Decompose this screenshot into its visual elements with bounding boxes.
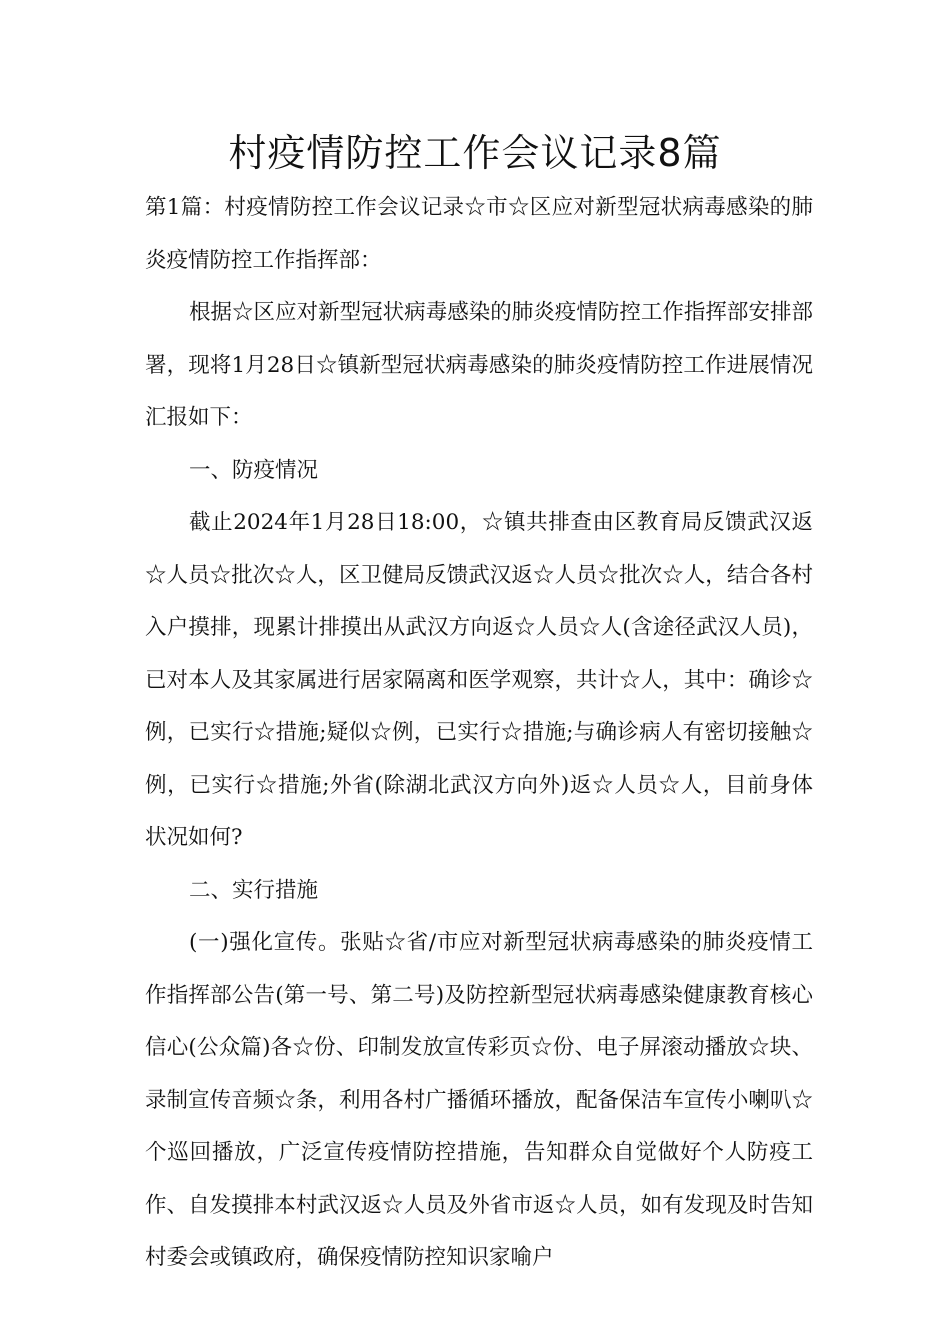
paragraph-publicity: (一)强化宣传。张贴☆省/市应对新型冠状病毒感染的肺炎疫情工作指挥部公告(第一号、第二号)及防控新型冠状病毒感染健康教育核心信心(公众篇)各☆份、印制发放宣传彩页☆份、电子屏滚动播放☆块、录制宣传音频☆条，利用各村广播循环播放，配备保洁车宣传小喇叭☆个巡回播放，广泛宣传疫情防控措施，告知群众自觉做好个人防疫工作、自发摸排本村武汉返☆人员及外省市返☆人员，如有发现及时告知村委会或镇政府，确保疫情防控知识家喻户 [145, 930, 813, 1270]
document-title: 村疫情防控工作会议记录8篇 [228, 131, 722, 175]
paragraph-report-basis: 根据☆区应对新型冠状病毒感染的肺炎疫情防控工作指挥部安排部署，现将1月28日☆镇新型冠状病毒感染的肺炎疫情防控工作进展情况汇报如下： [145, 300, 813, 430]
paragraph-epidemic-status: 截止2024年1月28日18:00，☆镇共排查由区教育局反馈武汉返☆人员☆批次☆人，区卫健局反馈武汉返☆人员☆批次☆人，结合各村入户摸排，现累计排摸出从武汉方向返☆人员☆人(含途径武汉人员)，已对本人及其家属进行居家隔离和医学观察，共计☆人，其中：确诊☆例，已实行☆措施;疑似☆例，已实行☆措施;与确诊病人有密切接触☆例，已实行☆措施;外省(除湖北武汉方向外)返☆人员☆人，目前身体状况如何? [145, 510, 813, 850]
section-heading-epidemic-status: 一、防疫情况 [189, 457, 319, 483]
document-body [145, 182, 813, 1285]
section-heading-measures: 二、实行措施 [189, 877, 319, 903]
paragraph-intro: 第1篇：村疫情防控工作会议记录☆市☆区应对新型冠状病毒感染的肺炎疫情防控工作指挥部： [145, 195, 813, 273]
